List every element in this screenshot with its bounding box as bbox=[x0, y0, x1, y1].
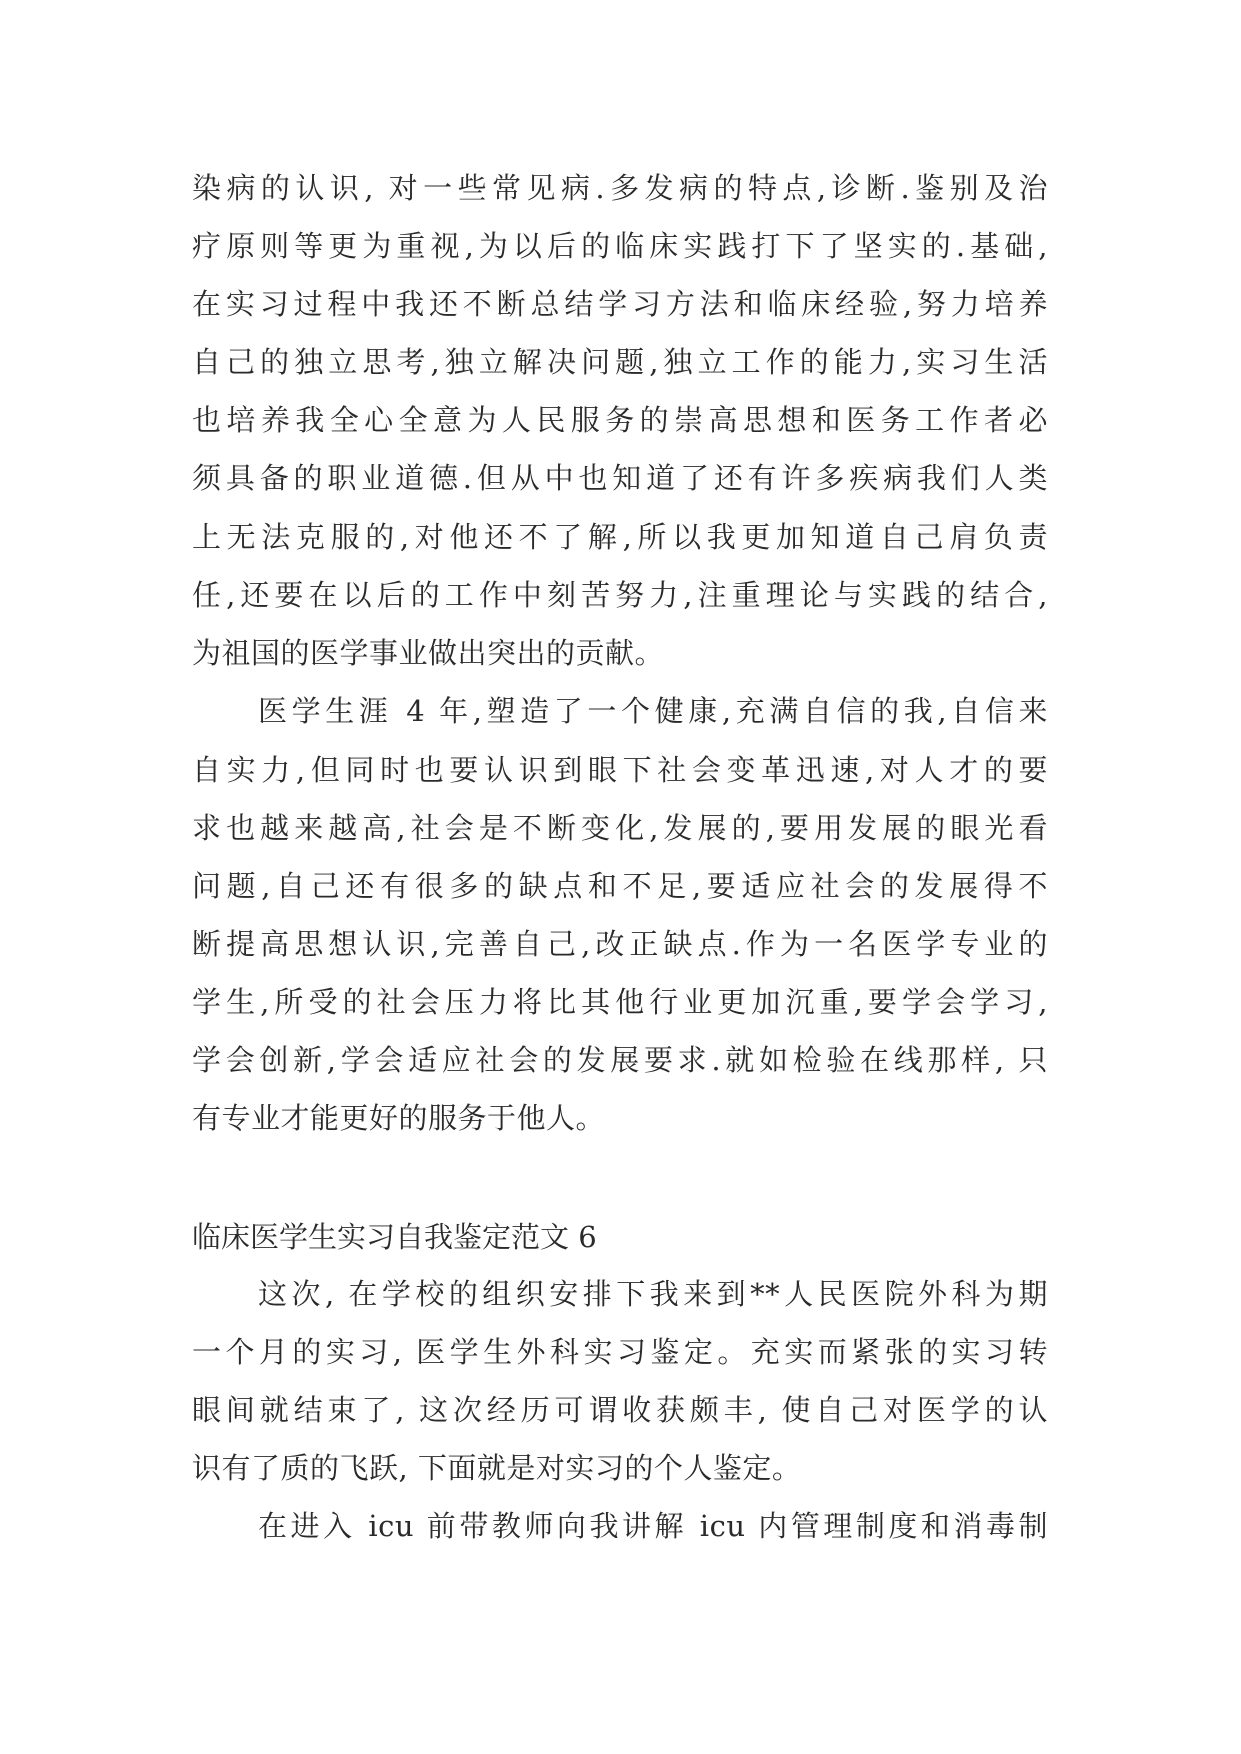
text-line: 自己的独立思考,独立解决问题,独立工作的能力,实习生活 bbox=[192, 345, 1048, 379]
text-line: 有专业才能更好的服务于他人。 bbox=[192, 1101, 606, 1135]
paragraph-first-line: 这次, 在学校的组织安排下我来到**人民医院外科为期 bbox=[258, 1277, 1048, 1311]
text-line: 也培养我全心全意为人民服务的崇高思想和医务工作者必 bbox=[192, 403, 1048, 437]
text-line: 染病的认识, 对一些常见病.多发病的特点,诊断.鉴别及治 bbox=[192, 171, 1048, 205]
text-line: 疗原则等更为重视,为以后的临床实践打下了坚实的.基础, bbox=[192, 229, 1048, 263]
text-line: 在实习过程中我还不断总结学习方法和临床经验,努力培养 bbox=[192, 287, 1048, 321]
text-line: 求也越来越高,社会是不断变化,发展的,要用发展的眼光看 bbox=[192, 811, 1048, 845]
text-line: 问题,自己还有很多的缺点和不足,要适应社会的发展得不 bbox=[192, 869, 1048, 903]
text-line: 断提高思想认识,完善自己,改正缺点.作为一名医学专业的 bbox=[192, 927, 1048, 961]
text-line: 学会创新,学会适应社会的发展要求.就如检验在线那样, 只 bbox=[192, 1043, 1048, 1077]
text-line: 眼间就结束了, 这次经历可谓收获颇丰, 使自己对医学的认 bbox=[192, 1393, 1048, 1427]
section-heading: 临床医学生实习自我鉴定范文 6 bbox=[192, 1220, 597, 1254]
text-line: 学生,所受的社会压力将比其他行业更加沉重,要学会学习, bbox=[192, 985, 1048, 1019]
text-line: 自实力,但同时也要认识到眼下社会变革迅速,对人才的要 bbox=[192, 753, 1048, 787]
text-line: 须具备的职业道德.但从中也知道了还有许多疾病我们人类 bbox=[192, 461, 1048, 495]
text-line: 一个月的实习, 医学生外科实习鉴定。充实而紧张的实习转 bbox=[192, 1335, 1048, 1369]
paragraph-first-line: 医学生涯 4 年,塑造了一个健康,充满自信的我,自信来 bbox=[258, 694, 1048, 728]
text-line: 任,还要在以后的工作中刻苦努力,注重理论与实践的结合, bbox=[192, 578, 1048, 612]
text-line: 识有了质的飞跃, 下面就是对实习的个人鉴定。 bbox=[192, 1451, 802, 1485]
text-line: 上无法克服的,对他还不了解,所以我更加知道自己肩负责 bbox=[192, 520, 1048, 554]
paragraph-first-line: 在进入 icu 前带教师向我讲解 icu 内管理制度和消毒制 bbox=[258, 1509, 1048, 1543]
text-line: 为祖国的医学事业做出突出的贡献。 bbox=[192, 636, 665, 670]
